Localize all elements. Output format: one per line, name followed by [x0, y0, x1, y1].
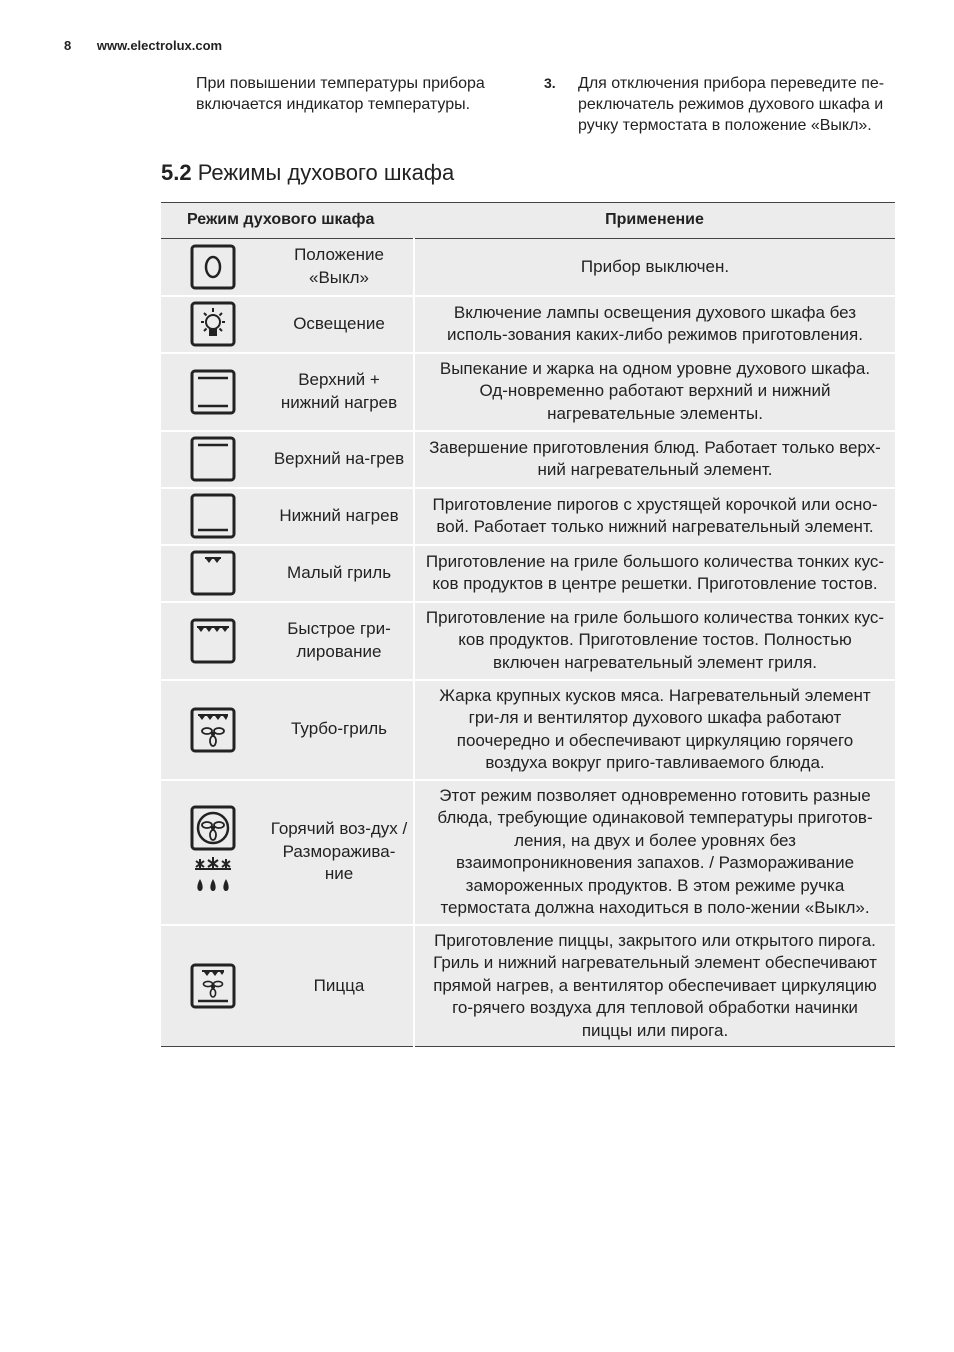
- column-header-mode: Режим духового шкафа: [161, 203, 414, 239]
- page-number: 8: [64, 38, 72, 53]
- section-heading: [161, 160, 454, 186]
- mode-description: Включение лампы освещения духового шкафа без исполь-зования каких-либо режимов приготовления.: [414, 296, 895, 353]
- table-row: [161, 239, 895, 296]
- mode-name: Малый гриль: [265, 545, 414, 602]
- intro-step: [544, 73, 904, 136]
- mode-name: Горячий воз-дух / Разморажива-ние: [265, 780, 414, 925]
- top-heat-icon: [190, 436, 236, 482]
- table-row: [161, 431, 895, 488]
- oven-modes-table: [161, 202, 895, 1047]
- mode-description: Приготовление на гриле большого количества тонких кус-ков продуктов в центре решетки. Приготовление тостов.: [414, 545, 895, 602]
- defrost-icon: [190, 855, 236, 899]
- table-row: [161, 680, 895, 780]
- zero-position-icon: [190, 244, 236, 290]
- section-title: Режимы духового шкафа: [197, 160, 455, 185]
- mode-description: Этот режим позволяет одновременно готовить разные блюда, требующие одинаковой температуры приготов-ления, на двух и более уровнях без взаимопроникновения запахов. / Размораживание замороженных продуктов. В этом режиме ручка термостата должна находиться в поло-жении «Выкл».: [414, 780, 895, 925]
- mode-icon-cell: [161, 488, 265, 545]
- mode-icon-cell: [161, 545, 265, 602]
- step-number: 3.: [544, 75, 556, 91]
- mode-icon-cell: [161, 602, 265, 680]
- mode-name: Положение «Выкл»: [265, 239, 414, 296]
- bottom-heat-icon: [190, 493, 236, 539]
- mode-icon-cell: [161, 780, 265, 925]
- top-bottom-heat-icon: [190, 369, 236, 415]
- table-header-row: [161, 203, 895, 239]
- mode-name: Быстрое гри-лирование: [265, 602, 414, 680]
- mode-name: Турбо-гриль: [265, 680, 414, 780]
- mode-icon-cell: [161, 680, 265, 780]
- intro-text: При повышении температуры прибора включается индикатор температуры.: [196, 75, 485, 113]
- mode-icon-cell: [161, 431, 265, 488]
- site-link[interactable]: www.electrolux.com: [96, 38, 223, 53]
- mode-description: Завершение приготовления блюд. Работает только верх-ний нагревательный элемент.: [414, 431, 895, 488]
- pizza-icon: [190, 963, 236, 1009]
- table-row: [161, 488, 895, 545]
- mode-name: Пицца: [265, 925, 414, 1047]
- mode-description: Приготовление на гриле большого количества тонких кус-ков продуктов. Приготовление тостов. Полностью включен нагревательный элемент гриля.: [414, 602, 895, 680]
- table-row: [161, 545, 895, 602]
- table-row: [161, 780, 895, 925]
- page-header: [64, 38, 222, 53]
- hot-air-icon: [190, 805, 236, 851]
- table-row: [161, 602, 895, 680]
- table-row: [161, 925, 895, 1047]
- mode-icon-cell: [161, 296, 265, 353]
- step-text: Для отключения прибора переведите пе-реключатель режимов духового шкафа и ручку термостата в положение «Выкл».: [578, 75, 885, 134]
- table-row: [161, 353, 895, 431]
- lamp-icon: [190, 301, 236, 347]
- column-header-use: Применение: [414, 203, 895, 239]
- mode-description: Приготовление пирогов с хрустящей корочкой или осно-вой. Работает только нижний нагревательный элемент.: [414, 488, 895, 545]
- mode-icon-cell: [161, 239, 265, 296]
- table-row: [161, 296, 895, 353]
- mode-description: Выпекание и жарка на одном уровне духового шкафа. Од-новременно работают верхний и нижний нагревательные элементы.: [414, 353, 895, 431]
- turbo-grill-icon: [190, 707, 236, 753]
- mode-description: Приготовление пиццы, закрытого или открытого пирога. Гриль и нижний нагревательный элемент обеспечивают прямой нагрев, а вентилятор обеспечивает циркуляцию го-рячего воздуха для тепловой обработки начинки пиццы или пирога.: [414, 925, 895, 1047]
- mode-name: Освещение: [265, 296, 414, 353]
- small-grill-icon: [190, 550, 236, 596]
- mode-icon-cell: [161, 925, 265, 1047]
- section-number: 5.2: [161, 160, 192, 185]
- mode-name: Верхний + нижний нагрев: [265, 353, 414, 431]
- mode-name: Верхний на-грев: [265, 431, 414, 488]
- mode-description: Прибор выключен.: [414, 239, 895, 296]
- mode-description: Жарка крупных кусков мяса. Нагревательный элемент гри-ля и вентилятор духового шкафа работают поочередно и обеспечивают циркуляцию горячего воздуха вокруг приго-тавливаемого блюда.: [414, 680, 895, 780]
- mode-icon-cell: [161, 353, 265, 431]
- fast-grill-icon: [190, 618, 236, 664]
- mode-name: Нижний нагрев: [265, 488, 414, 545]
